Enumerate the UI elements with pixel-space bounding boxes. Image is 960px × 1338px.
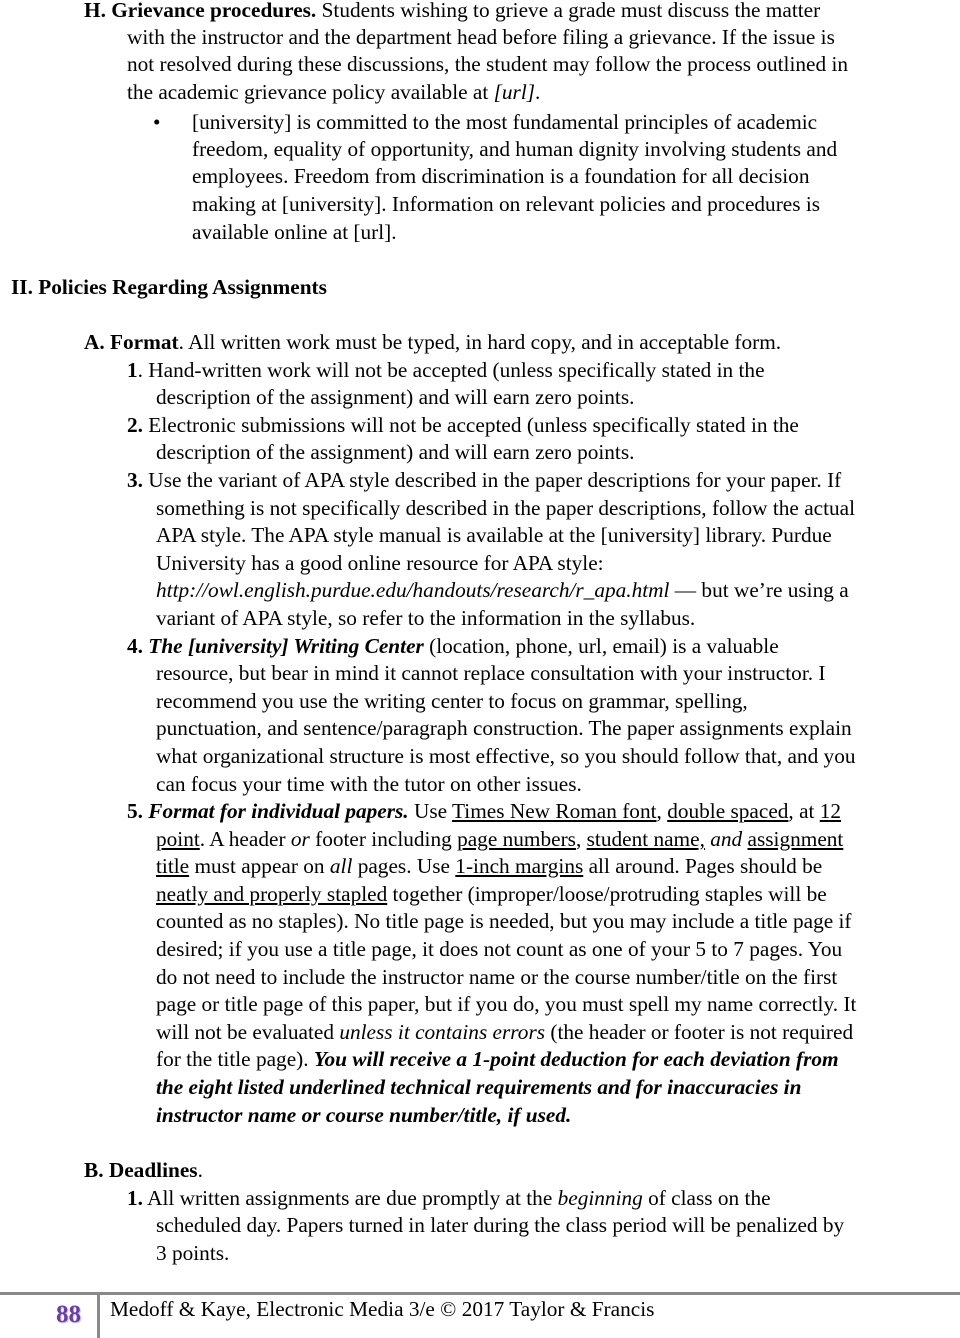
item-a5-line-9 — [156, 1019, 853, 1047]
item-number: 1 — [127, 358, 138, 382]
item-a5-line-2 — [156, 826, 843, 854]
text: . A header — [199, 827, 291, 851]
item-a3-line-1 — [127, 467, 841, 495]
req-margins: 1-inch margins — [455, 854, 584, 878]
footer-divider — [0, 1292, 960, 1295]
bullet-line-1: [university] is committed to the most fundamental principles of academic — [192, 110, 818, 134]
text: — but we’re using a — [669, 578, 849, 602]
req-student-name: student name, — [586, 827, 705, 851]
section-a-label: A. Format — [84, 330, 179, 354]
text: or — [290, 827, 310, 851]
item-number: 5. — [127, 799, 143, 823]
item-a2-line-1 — [127, 412, 799, 440]
format-title: Format for individual papers. — [142, 799, 409, 823]
section-h-line-1 — [84, 0, 820, 25]
text: for the title page). — [156, 1047, 314, 1071]
text: (location, phone, url, email) is a valuable — [423, 634, 779, 658]
purdue-owl-link[interactable]: http://owl.english.purdue.edu/handouts/research/r_apa.html — [156, 578, 670, 602]
req-page-numbers: page numbers — [457, 827, 576, 851]
bullet-line-4: making at [university]. Information on relevant policies and procedures is — [192, 192, 821, 216]
text: Students wishing to grieve a grade must discuss the matter — [316, 0, 821, 22]
writing-center-title: The [university] Writing Center — [142, 634, 424, 658]
item-a5-line-4 — [156, 881, 827, 909]
item-a4-line-4: punctuation, and sentence/paragraph construction. The paper assignments explain — [156, 716, 852, 740]
item-a5-line-10 — [156, 1046, 839, 1074]
text: Use the variant of APA style described in the paper descriptions for your paper. If — [142, 468, 842, 492]
section-h-label: H. Grievance procedures. — [84, 0, 317, 22]
item-a5-line-12 — [156, 1102, 571, 1130]
item-a5-line-3 — [156, 853, 822, 881]
item-a1-line-2: description of the assignment) and will earn zero points. — [156, 385, 635, 409]
item-b1-line-2: scheduled day. Papers turned in later during the class period will be penalized by — [156, 1213, 845, 1237]
text: . — [197, 1158, 203, 1182]
text: . Hand-written work will not be accepted (unless specifically stated in the — [137, 358, 765, 382]
text: together (improper/loose/protruding staples will be — [387, 882, 827, 906]
text: must appear on — [189, 854, 330, 878]
bullet-icon: • — [153, 110, 161, 134]
text: all — [329, 854, 353, 878]
item-a5-line-6: desired; if you use a title page, it does not count as one of your 5 to 7 pages. You — [156, 937, 843, 961]
text: , — [656, 799, 668, 823]
deduction-warning: You will receive a 1-point deduction for each deviation from — [313, 1047, 839, 1071]
footer-citation: Medoff & Kaye, Electronic Media 3/e © 2017 Taylor & Francis — [110, 1297, 655, 1321]
item-number: 3. — [127, 468, 143, 492]
req-point: point — [156, 827, 200, 851]
item-a4-line-6: can focus your time with the tutor on other issues. — [156, 772, 582, 796]
item-a5-line-1 — [127, 798, 841, 826]
item-a4-line-2: resource, but bear in mind it cannot replace consultation with your instructor. I — [156, 661, 826, 685]
section-b-label: B. Deadlines — [84, 1158, 198, 1182]
item-number: 1. — [127, 1186, 143, 1210]
item-a5-line-5: counted as no staples). No title page is needed, but you may include a title page if — [156, 909, 852, 933]
section-ii-heading: II. Policies Regarding Assignments — [11, 275, 327, 299]
section-h-line-2: with the instructor and the department head before filing a grievance. If the issue is — [127, 25, 835, 49]
bullet-line-2: freedom, equality of opportunity, and human dignity involving students and — [192, 137, 838, 161]
text: Use — [408, 799, 453, 823]
item-a5-line-7: do not need to include the instructor name or the course number/title on the first — [156, 965, 838, 989]
text: Electronic submissions will not be accepted (unless specifically stated in the — [142, 413, 799, 437]
text: and — [710, 827, 743, 851]
item-number: 4. — [127, 634, 143, 658]
text: , at — [788, 799, 820, 823]
req-assignment: assignment — [747, 827, 844, 851]
text: . — [535, 80, 541, 104]
item-a4-line-1 — [127, 633, 779, 661]
page-number: 88 — [56, 1301, 81, 1328]
bullet-line-5: available online at [url]. — [192, 220, 397, 244]
text: all around. Pages should be — [583, 854, 823, 878]
deduction-warning: the eight listed underlined technical requirements and for inaccuracies in — [156, 1075, 802, 1099]
item-a4-line-5: what organizational structure is most effective, so you should follow that, and you — [156, 744, 856, 768]
req-stapled: neatly and properly stapled — [156, 882, 388, 906]
item-b1-line-3: 3 points. — [156, 1241, 230, 1265]
text: unless it contains errors — [339, 1020, 546, 1044]
item-a2-line-2: description of the assignment) and will earn zero points. — [156, 440, 635, 464]
item-a1-line-1 — [127, 357, 765, 385]
text: , — [575, 827, 587, 851]
section-h-line-4 — [127, 79, 540, 107]
item-a5-line-11 — [156, 1074, 801, 1102]
section-a-line — [84, 329, 781, 357]
item-a3-line-2: something is not specifically described in the paper descriptions, follow the actual — [156, 496, 856, 520]
item-a3-line-4: University has a good online resource for APA style: — [156, 551, 604, 575]
text: of class on the — [642, 1186, 771, 1210]
text: . All written work must be typed, in hard copy, and in acceptable form. — [178, 330, 782, 354]
req-title: title — [156, 854, 190, 878]
text: will not be evaluated — [156, 1020, 340, 1044]
text: the academic grievance policy available at — [127, 80, 494, 104]
bullet-line-3: employees. Freedom from discrimination is a foundation for all decision — [192, 164, 810, 188]
item-a5-line-8: page or title page of this paper, but if you do, you must spell my name correctly. It — [156, 992, 857, 1016]
url-placeholder: [url] — [493, 80, 536, 104]
req-double-spaced: double spaced — [667, 799, 789, 823]
text: beginning — [557, 1186, 643, 1210]
text: pages. Use — [352, 854, 456, 878]
item-a4-line-3: recommend you use the writing center to focus on grammar, spelling, — [156, 689, 748, 713]
item-a3-line-6: variant of APA style, so refer to the information in the syllabus. — [156, 606, 696, 630]
text: footer including — [309, 827, 458, 851]
section-b-line — [84, 1157, 203, 1185]
text: All written assignments are due promptly at the — [142, 1186, 558, 1210]
req-12: 12 — [819, 799, 842, 823]
item-b1-line-1 — [127, 1185, 771, 1213]
item-a3-line-3: APA style. The APA style manual is available at the [university] library. Purdue — [156, 523, 832, 547]
text: (the header or footer is not required — [545, 1020, 854, 1044]
footer-vertical-divider — [97, 1294, 100, 1338]
item-a3-line-5 — [156, 577, 849, 605]
item-number: 2. — [127, 413, 143, 437]
section-h-line-3: not resolved during these discussions, the student may follow the process outlined in — [127, 52, 849, 76]
req-font: Times New Roman font — [452, 799, 657, 823]
deduction-warning: instructor name or course number/title, if used. — [156, 1103, 572, 1127]
